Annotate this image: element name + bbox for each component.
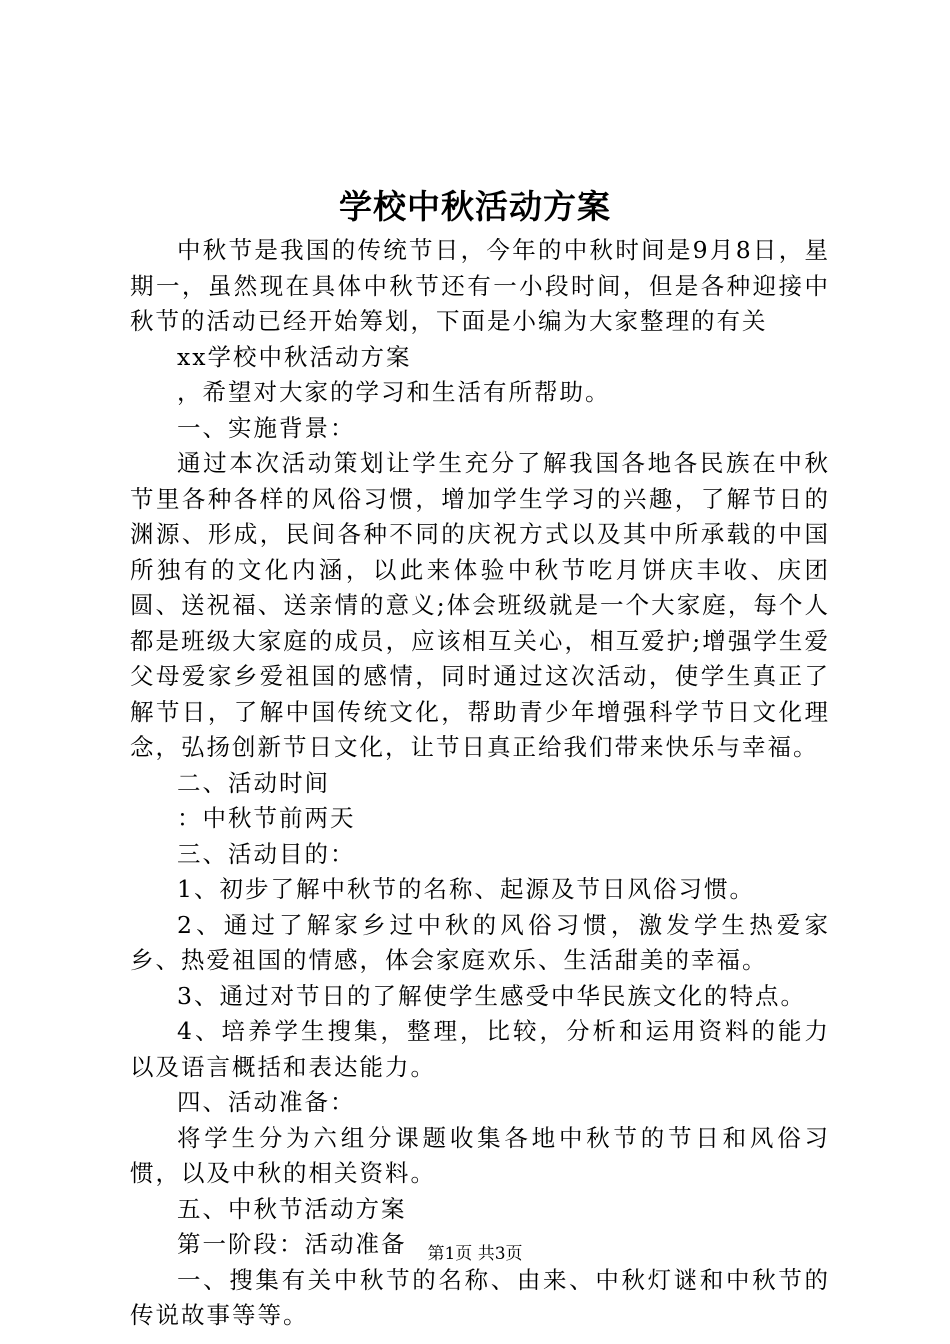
- paragraph-stage-1-item-1: 一、搜集有关中秋节的名称、由来、中秋灯谜和中秋节的传说故事等等。: [130, 1265, 830, 1329]
- heading-plan: 五、中秋节活动方案: [177, 1194, 407, 1223]
- list-item-purpose-2: 2、通过了解家乡过中秋的风俗习惯，激发学生热爱家乡、热爱祖国的情感，体会家庭欢乐、生活甜美的幸福。: [130, 910, 830, 974]
- paragraph-intro: 中秋节是我国的传统节日，今年的中秋时间是9月8日，星期一，虽然现在具体中秋节还有一小段时间，但是各种迎接中秋节的活动已经开始筹划，下面是小编为大家整理的有关: [130, 236, 830, 335]
- heading-stage-1: 第一阶段：活动准备: [177, 1230, 407, 1258]
- page-number-footer: 第1页 共3页: [427, 1244, 523, 1264]
- heading-purpose: 三、活动目的：: [177, 839, 356, 868]
- list-item-purpose-3: 3、通过对节日的了解使学生感受中华民族文化的特点。: [177, 981, 806, 1010]
- heading-preparation: 四、活动准备：: [177, 1088, 356, 1116]
- document-body: [130, 233, 830, 1334]
- paragraph-plan-name: xx学校中秋活动方案: [177, 342, 412, 371]
- paragraph-preparation: 将学生分为六组分课题收集各地中秋节的节日和风俗习惯，以及中秋的相关资料。: [130, 1123, 830, 1187]
- paragraph-wish: ，希望对大家的学习和生活有所帮助。: [177, 378, 611, 406]
- document-title: 学校中秋活动方案: [339, 187, 611, 226]
- paragraph-time: ：中秋节前两天: [177, 804, 356, 832]
- heading-background: 一、实施背景：: [177, 413, 356, 442]
- heading-time: 二、活动时间: [177, 768, 330, 797]
- list-item-purpose-4: 4、培养学生搜集，整理，比较，分析和运用资料的能力以及语言概括和表达能力。: [130, 1017, 830, 1081]
- list-item-purpose-1: 1、初步了解中秋节的名称、起源及节日风俗习惯。: [177, 875, 755, 903]
- paragraph-background: 通过本次活动策划让学生充分了解我国各地各民族在中秋节里各种各样的风俗习惯，增加学生学习的兴趣，了解节日的渊源、形成，民间各种不同的庆祝方式以及其中所承载的中国所独有的文化内涵，以此来体验中秋节吃月饼庆丰收、庆团圆、送祝福、送亲情的意义;体会班级就是一个大家庭，每个人都是班级大家庭的成员，应该相互关心，相互爱护;增强学生爱父母爱家乡爱祖国的感情，同时通过这次活动，使学生真正了解节日，了解中国传统文化，帮助青少年增强科学节日文化理念，弘扬创新节日文化，让节日真正给我们带来快乐与幸福。: [130, 449, 830, 761]
